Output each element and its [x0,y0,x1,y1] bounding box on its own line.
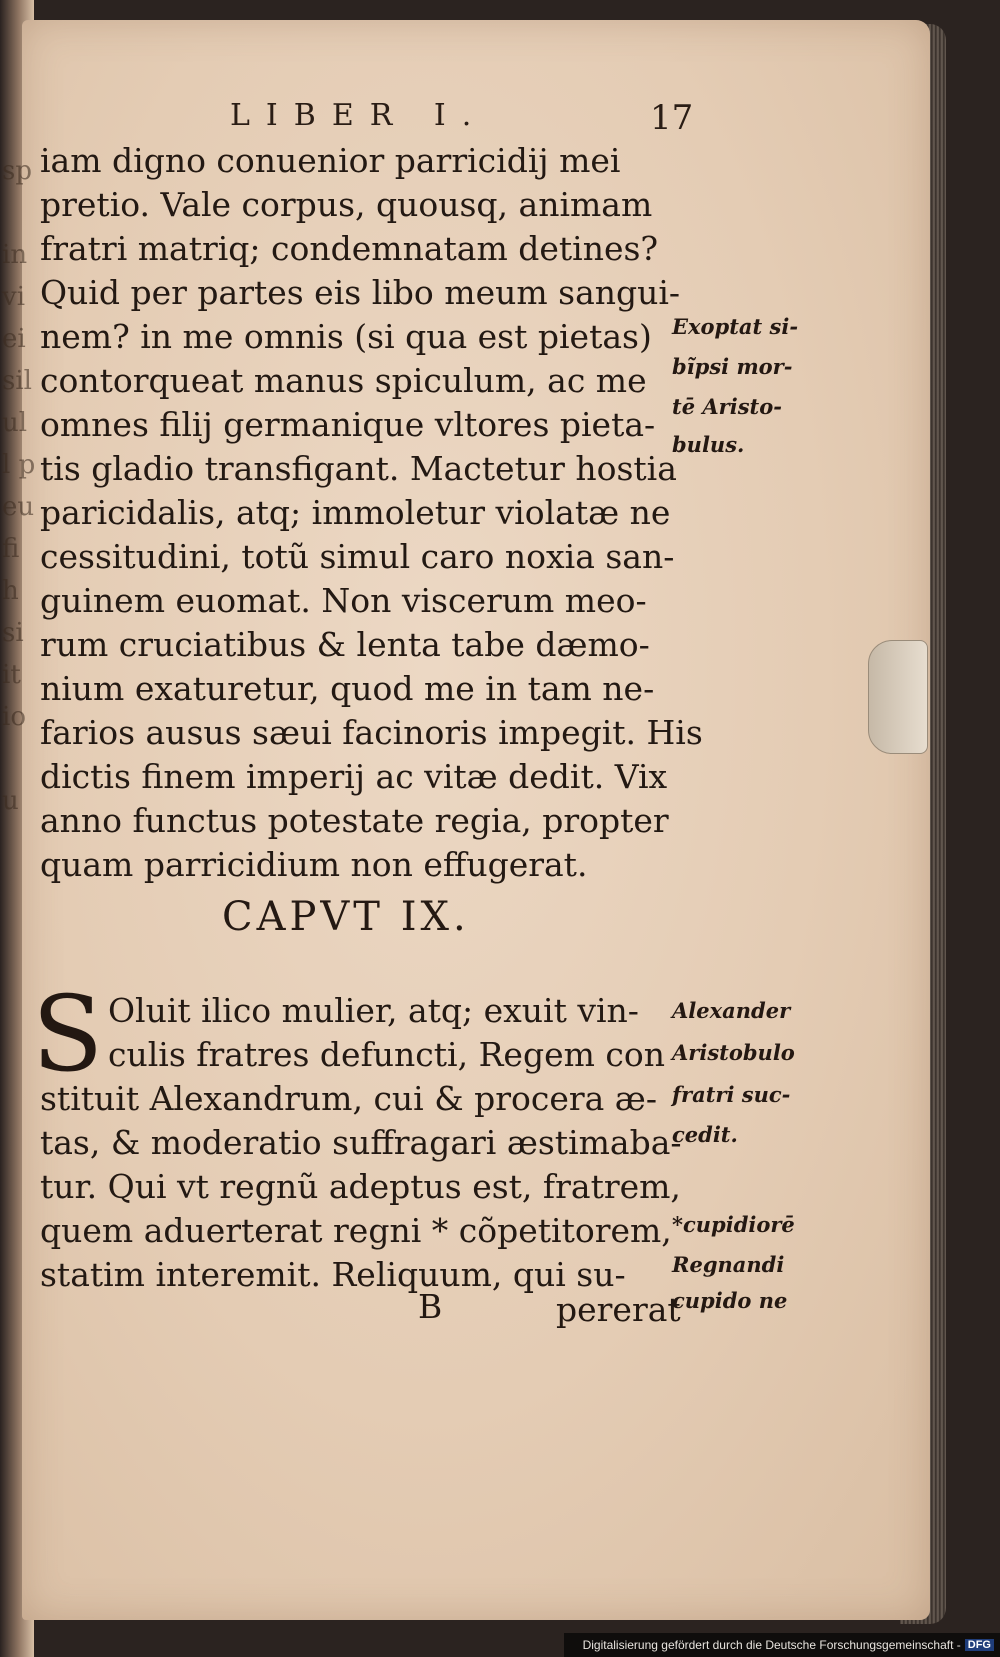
running-title: LIBER I. [230,98,488,133]
margin-note: cupido ne [672,1288,788,1313]
margin-note: bulus. [672,432,745,457]
body-line: farios ausus sæui facinoris impegit. His [40,713,703,752]
digitization-credit: Digitalisierung gefördert durch die Deutsche Forschungsgemeinschaft - [582,1638,961,1652]
body-line: nium exaturetur, quod me in tam ne- [40,669,655,708]
body-line: guinem euomat. Non viscerum meo- [40,581,647,620]
chapter-heading: CAPVT IX. [222,894,470,940]
page-number: 17 [650,98,694,138]
body-line: Quid per partes eis libo meum sangui- [40,273,681,312]
body-line: omnes filij germanique vltores pieta- [40,405,656,444]
page-tab-marker [868,640,928,754]
body-line: anno functus potestate regia, propter [40,801,669,840]
margin-note: tē Aristo- [672,394,782,419]
body-line: Oluit ilico mulier, atq; exuit vin- [108,991,639,1030]
drop-cap: S [32,973,104,1095]
margin-note: Regnandi [672,1252,785,1277]
body-line: fratri matriq; condemnatam detines? [40,229,659,268]
dfg-logo: DFG [965,1639,994,1651]
body-line: contorqueat manus spiculum, ac me [40,361,647,400]
margin-note: *cupidiorē [672,1212,795,1237]
body-line: tis gladio transfigant. Mactetur hostia [40,449,677,488]
digitization-credit-bar [564,1633,1000,1657]
margin-note: cedit. [672,1122,738,1147]
running-head [230,98,700,138]
margin-note: Aristobulo [672,1040,795,1065]
body-line: tas, & moderatio suffragari æstimaba- [40,1123,682,1162]
body-line: paricidalis, atq; immoletur violatæ ne [40,493,671,532]
body-line: tur. Qui vt regnũ adeptus est, fratrem, [40,1167,681,1206]
body-line: quem aduerterat regni * cõpetitorem, [40,1211,672,1250]
body-line: stituit Alexandrum, cui & procera æ- [40,1079,657,1118]
body-line: quam parricidium non effugerat. [40,845,588,884]
body-line: statim interemit. Reliquum, qui su- [40,1255,626,1294]
body-line: pretio. Vale corpus, quousq, animam [40,185,653,224]
margin-note: Exoptat si- [672,314,799,339]
body-line: dictis finem imperij ac vitæ dedit. Vix [40,757,668,796]
body-line: culis fratres defuncti, Regem con [108,1035,665,1074]
body-line: rum cruciatibus & lenta tabe dæmo- [40,625,650,664]
previous-page-fragments: sp in vi ei sil ul l p eu fi h si it io u [2,156,36,816]
margin-note: bĩpsi mor- [672,354,793,379]
margin-note: Alexander [672,998,791,1023]
signature-mark: B [418,1287,443,1326]
catchword: pererat [556,1290,681,1329]
margin-note: fratri suc- [672,1082,791,1107]
body-line: iam digno conuenior parricidij mei [40,141,621,180]
body-line: nem? in me omnis (si qua est pietas) [40,317,652,356]
body-line: cessitudini, totũ simul caro noxia san- [40,537,675,576]
